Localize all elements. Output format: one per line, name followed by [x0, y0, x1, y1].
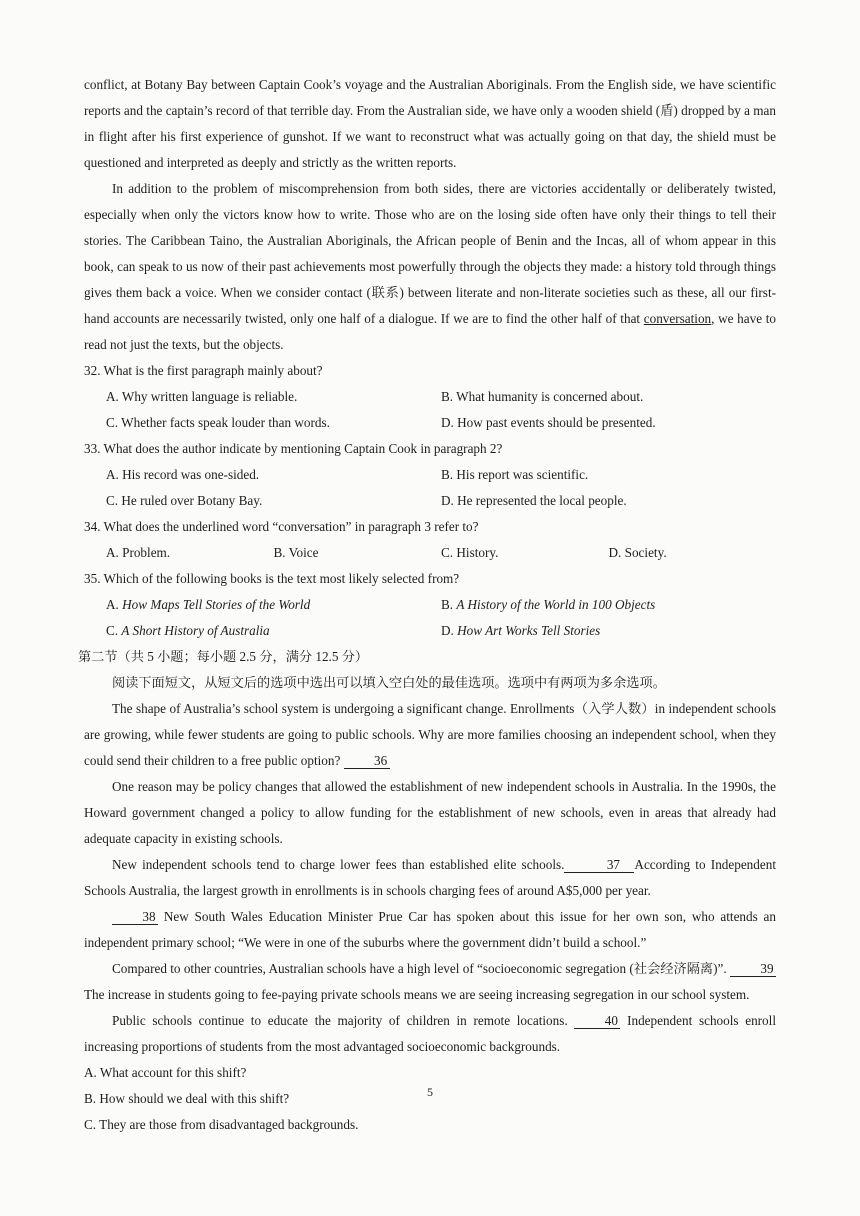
option-d[interactable]: D. Society.	[608, 545, 667, 560]
passage-paragraph-3: In addition to the problem of miscomprehension from both sides, there are victories accidentally or deliberately twisted, especially when only the victors know how to write. Those who are on the losing side often have only their things to tell their stories. The Caribbean Taino, the Australian Aboriginals, the African people of Benin and the Incas, all of whom appear in this book, can speak to us now of their past achievements most powerfully through the objects they made: a history told through things gives them back a voice. When we consider contact (联系) between literate and non-literate societies such as these, all our first-hand accounts are necessarily twisted, only one half of a dialogue. If we are to find the other half of that conversation, we have to read not just the texts, but the objects.	[84, 181, 777, 352]
blank-37[interactable]: 37	[564, 857, 634, 873]
section-heading: 第二节（共 5 小题；每小题 2.5 分，满分 12.5 分）	[78, 649, 369, 664]
underlined-word: conversation	[643, 311, 712, 326]
option-a[interactable]: A. Problem.	[106, 545, 171, 560]
option-d[interactable]: D. How Art Works Tell Stories	[441, 623, 601, 638]
option-c[interactable]: C. A Short History of Australia	[106, 623, 270, 638]
question-32-options-row2	[84, 410, 776, 436]
question-32-stem: 32. What is the first paragraph mainly about?	[84, 363, 323, 378]
option-c[interactable]: C. History.	[441, 545, 499, 560]
cloze-paragraph-5: Compared to other countries, Australian schools have a high level of “socioeconomic segregation (社会经济隔离)”. 39The increase in students going to fee-paying private schools means we are seeing increasing segregation in our school system.	[84, 956, 776, 1008]
page-number: 5	[427, 1085, 433, 1099]
choice-b[interactable]: B. How should we deal with this shift?	[84, 1091, 290, 1106]
question-33-options	[84, 462, 776, 488]
question-32-options	[84, 384, 776, 410]
cloze-paragraph-2: One reason may be policy changes that allowed the establishment of new independent schools in Australia. In the 1990s, the Howard government changed a policy to allow funding for the establishment of new schools, even in areas that already had adequate capacity in existing schools.	[84, 779, 776, 846]
cloze-paragraph-1: The shape of Australia’s school system is undergoing a significant change. Enrollments（入学人数）in independent schools are growing, while fewer students are going to public schools. Why are more families choosing an independent school, when they could send their children to a free public option? 36	[84, 701, 776, 768]
option-c[interactable]: C. He ruled over Botany Bay.	[106, 493, 263, 508]
option-d[interactable]: D. How past events should be presented.	[441, 415, 656, 430]
option-a[interactable]: A. How Maps Tell Stories of the World	[106, 597, 311, 612]
choice-a[interactable]: A. What account for this shift?	[84, 1065, 247, 1080]
option-b[interactable]: B. A History of the World in 100 Objects	[441, 597, 656, 612]
option-d[interactable]: D. He represented the local people.	[441, 493, 627, 508]
blank-36[interactable]: 36	[344, 753, 390, 769]
blank-38[interactable]: 38	[112, 909, 158, 925]
passage-paragraph-2: conflict, at Botany Bay between Captain Cook’s voyage and the Australian Aboriginals. From the English side, we have scientific reports and the captain’s record of that terrible day. From the Australian side, we have only a wooden shield (盾) dropped by a man in flight after his first experience of gunshot. If we want to reconstruct what was actually going on that day, the shield must be questioned and interpreted as deeply and strictly as the written reports.	[84, 77, 776, 170]
question-35-stem: 35. Which of the following books is the text most likely selected from?	[84, 571, 460, 586]
option-a[interactable]: A. His record was one-sided.	[106, 467, 260, 482]
question-34-stem: 34. What does the underlined word “conversation” in paragraph 3 refer to?	[84, 519, 479, 534]
cloze-paragraph-4: 38 New South Wales Education Minister Prue Car has spoken about this issue for her own son, who attends an independent primary school; “We were in one of the suburbs where the government didn’t build a school.”	[84, 909, 777, 950]
blank-40[interactable]: 40	[574, 1013, 620, 1029]
question-33-options-row2	[84, 488, 776, 514]
choice-c[interactable]: C. They are those from disadvantaged backgrounds.	[84, 1117, 359, 1132]
question-33-stem: 33. What does the author indicate by mentioning Captain Cook in paragraph 2?	[84, 441, 503, 456]
blank-39[interactable]: 39	[730, 961, 776, 977]
option-b[interactable]: B. Voice	[273, 545, 319, 560]
question-34-options	[84, 540, 776, 566]
option-b[interactable]: B. What humanity is concerned about.	[441, 389, 644, 404]
option-c[interactable]: C. Whether facts speak louder than words.	[106, 415, 330, 430]
cloze-paragraph-6: Public schools continue to educate the majority of children in remote locations. 40 Independent schools enroll increasing proportions of students from the most advantaged socioeconomic backgrounds.	[84, 1013, 776, 1054]
cloze-paragraph-3: New independent schools tend to charge lower fees than established elite schools. 37 According to Independent Schools Australia, the largest growth in enrollments is in schools charging fees of around A$5,000 per year.	[84, 857, 776, 898]
option-b[interactable]: B. His report was scientific.	[441, 467, 589, 482]
question-35-options-row2	[84, 618, 776, 644]
section-instruction: 阅读下面短文，从短文后的选项中选出可以填入空白处的最佳选项。选项中有两项为多余选项。	[112, 675, 666, 690]
question-35-options	[84, 592, 776, 618]
option-a[interactable]: A. Why written language is reliable.	[106, 389, 298, 404]
